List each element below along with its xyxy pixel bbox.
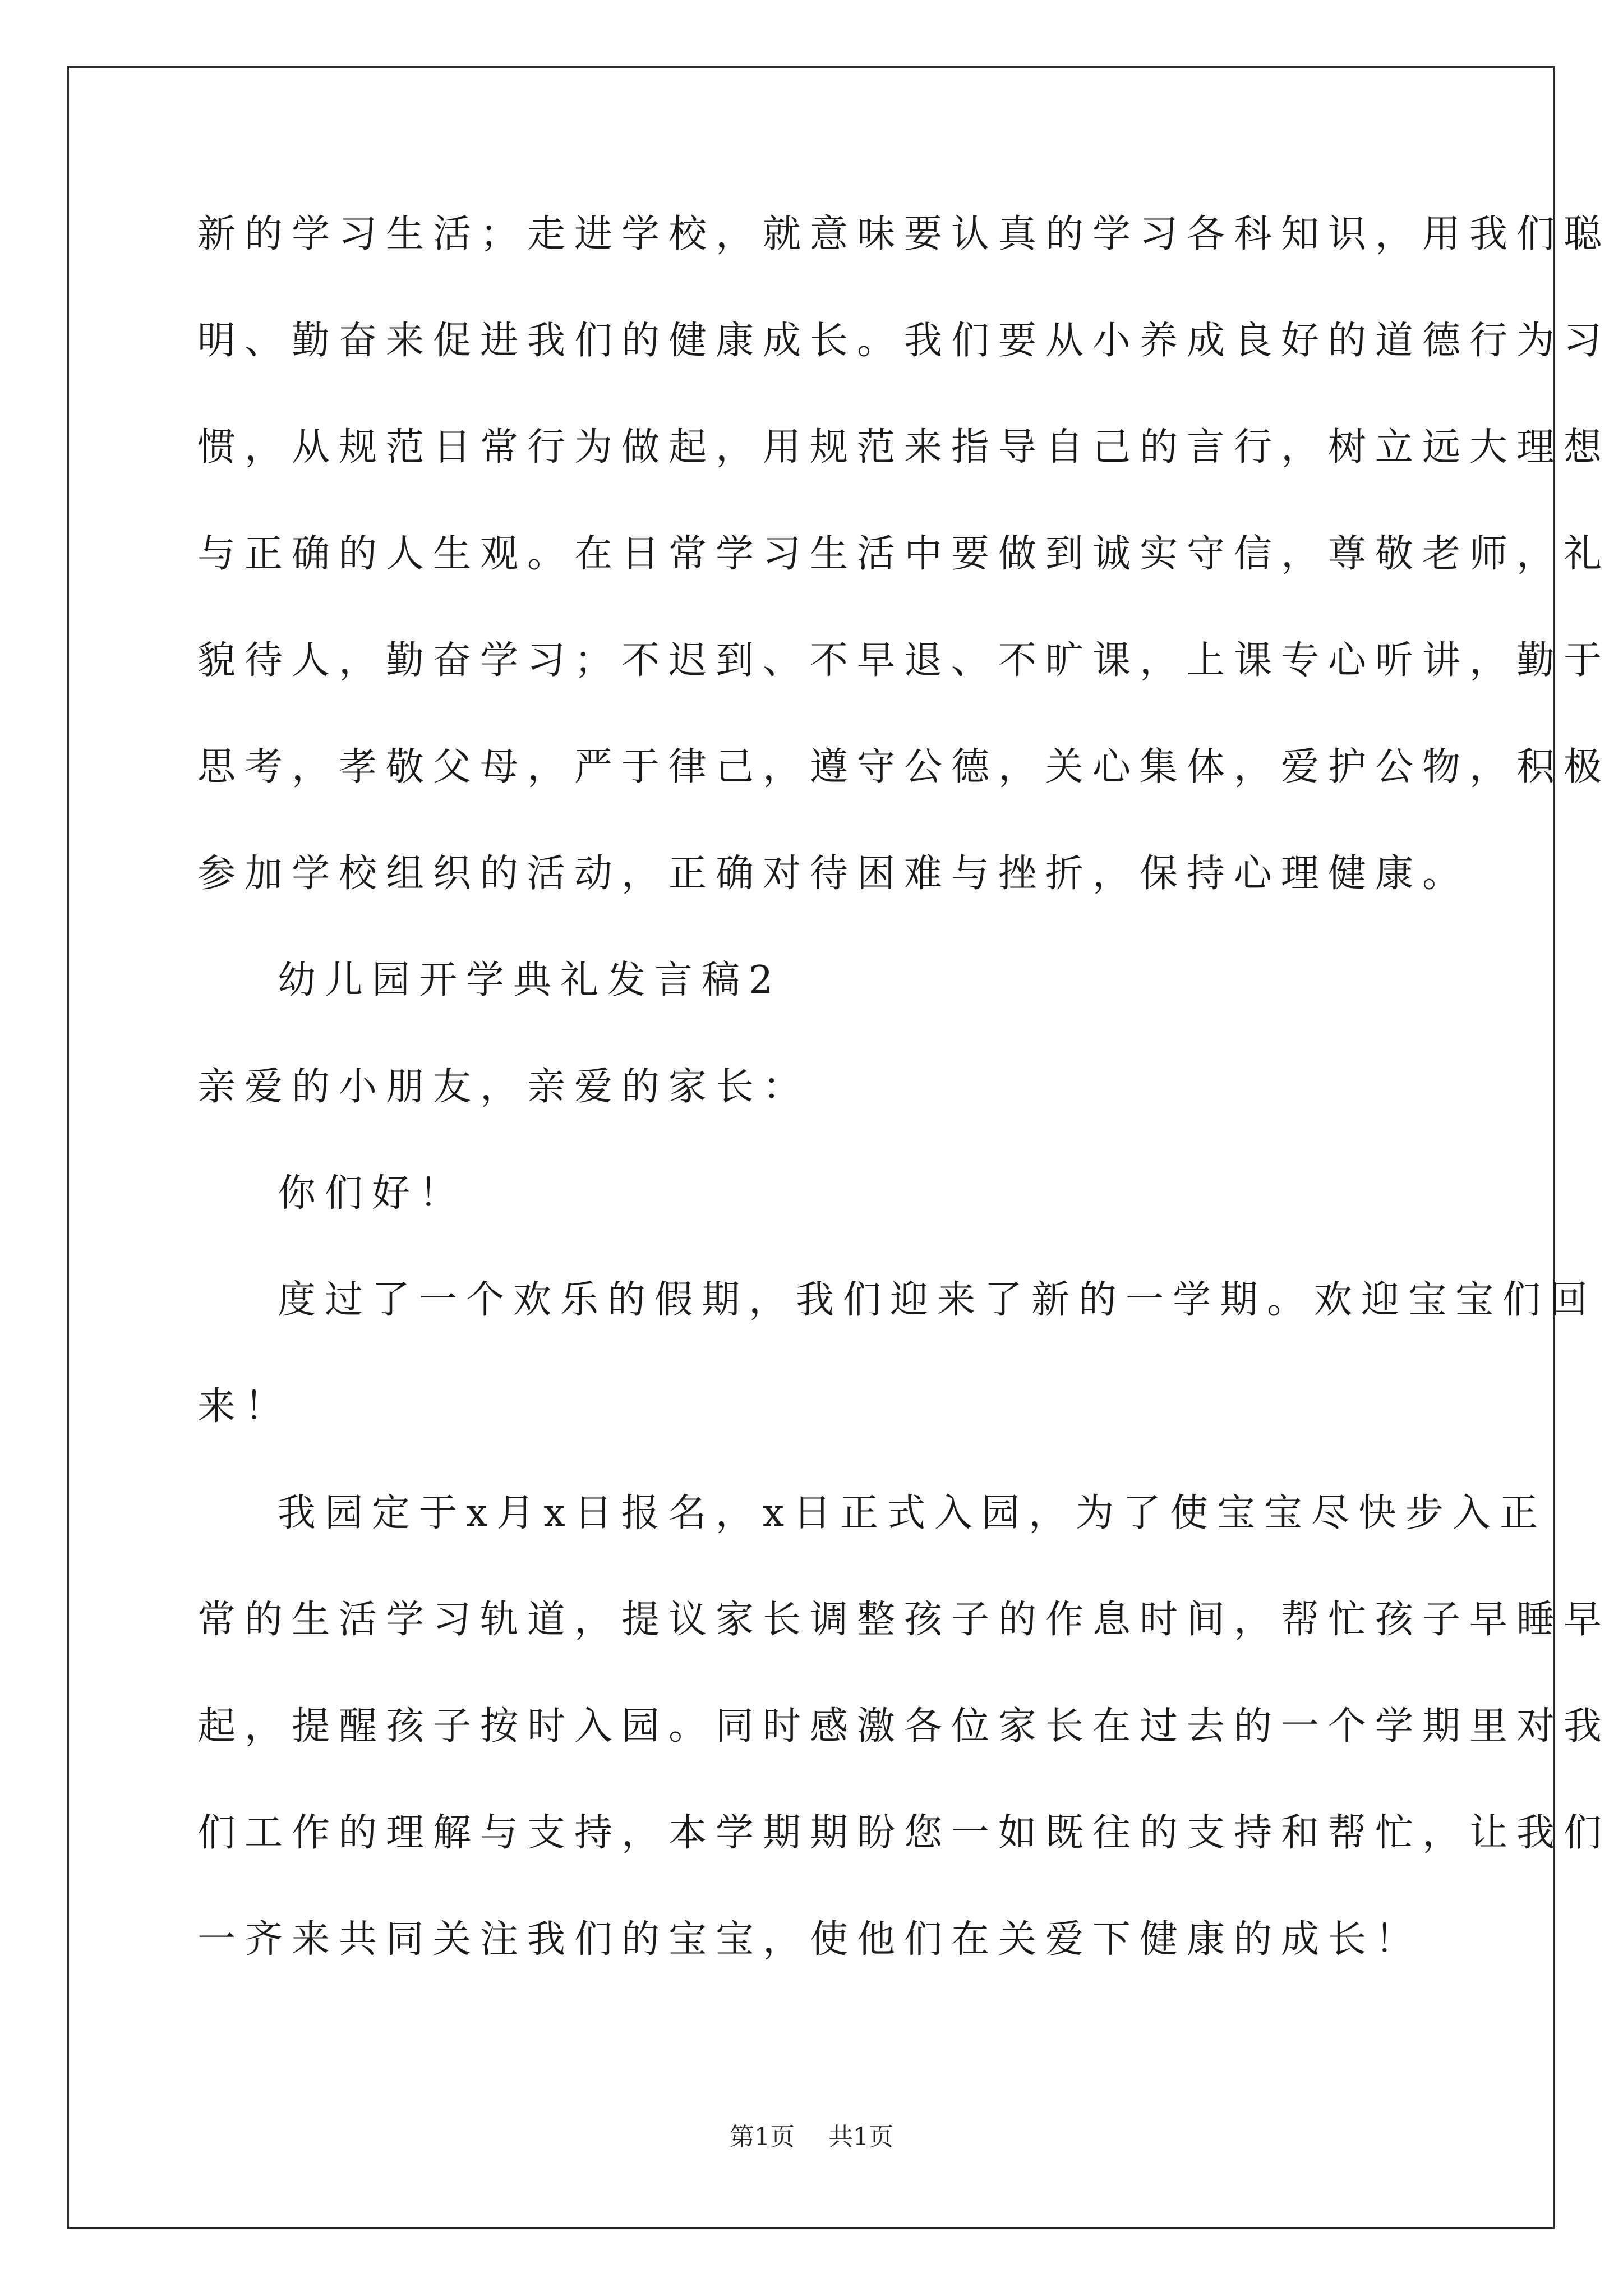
body-line-6: 思考，孝敬父母，严于律己，遵守公德，关心集体，爱护公物，积极 <box>197 745 1611 789</box>
body-line-1: 新的学习生活；走进学校，就意味要认真的学习各科知识，用我们聪 <box>197 212 1611 256</box>
body-line-13: 们工作的理解与支持，本学期期盼您一如既往的支持和帮忙，让我们 <box>197 1811 1611 1855</box>
body-line-14: 一齐来共同关注我们的宝宝，使他们在关爱下健康的成长！ <box>197 1917 1423 1962</box>
body-line-4: 与正确的人生观。在日常学习生活中要做到诚实守信，尊敬老师，礼 <box>197 532 1611 576</box>
body-line-9: 来！ <box>197 1384 292 1429</box>
page-number: 第1页 <box>730 2123 795 2151</box>
body-line-7: 参加学校组织的活动，正确对待困难与挫折，保持心理健康。 <box>197 852 1470 896</box>
body-line-10: 我园定于x月x日报名，x日正式入园，为了使宝宝尽快步入正 <box>278 1491 1547 1535</box>
section-heading: 幼儿园开学典礼发言稿2 <box>278 958 782 1002</box>
body-line-8: 度过了一个欢乐的假期，我们迎来了新的一学期。欢迎宝宝们回 <box>278 1278 1597 1322</box>
body-line-12: 起，提醒孩子按时入园。同时感激各位家长在过去的一个学期里对我 <box>197 1704 1611 1749</box>
salutation: 亲爱的小朋友，亲爱的家长： <box>197 1065 810 1109</box>
document-body <box>197 208 1611 2019</box>
body-line-2: 明、勤奋来促进我们的健康成长。我们要从小养成良好的道德行为习 <box>197 319 1611 363</box>
greeting: 你们好！ <box>278 1171 467 1216</box>
body-line-3: 惯，从规范日常行为做起，用规范来指导自己的言行，树立远大理想 <box>197 425 1611 470</box>
body-line-5: 貌待人，勤奋学习；不迟到、不早退、不旷课，上课专心听讲，勤于 <box>197 638 1611 683</box>
page-footer <box>0 2120 1623 2154</box>
page-count: 共1页 <box>828 2123 893 2151</box>
body-line-11: 常的生活学习轨道，提议家长调整孩子的作息时间，帮忙孩子早睡早 <box>197 1598 1611 1642</box>
